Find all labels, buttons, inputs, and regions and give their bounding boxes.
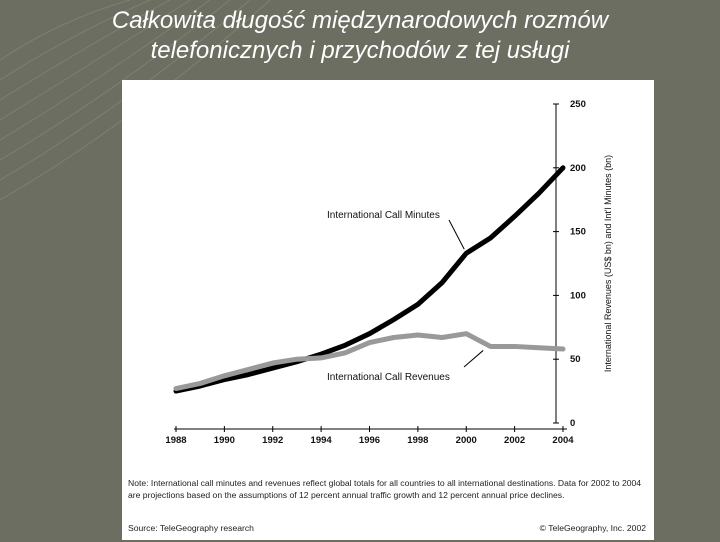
series-line-minutes <box>176 168 563 391</box>
y-axis-title: International Revenues (US$ bn) and Int'l Minutes (bn) <box>603 154 613 373</box>
x-tick-label: 1998 <box>407 435 429 446</box>
y-tick-label: 150 <box>570 226 586 238</box>
slide-title-line1: Całkowita długość międzynarodowych rozmów <box>111 7 609 34</box>
x-tick-label: 2004 <box>552 435 574 446</box>
y-tick-label: 250 <box>570 99 586 110</box>
y-tick-label: 100 <box>570 290 586 302</box>
slide-title <box>0 6 720 66</box>
x-tick-label: 2002 <box>504 435 526 446</box>
x-tick-label: 1992 <box>262 435 284 446</box>
x-tick-label: 1990 <box>213 435 235 446</box>
series-label-leader-revenues <box>464 350 483 367</box>
x-tick-label: 2000 <box>455 435 477 446</box>
line-chart <box>122 80 654 542</box>
y-tick-label: 50 <box>570 354 581 366</box>
x-tick-label: 1988 <box>165 435 187 446</box>
y-tick-label: 200 <box>570 162 586 174</box>
series-label-minutes: International Call Minutes <box>327 210 440 221</box>
x-tick-label: 1994 <box>310 435 332 446</box>
series-label-leader-minutes <box>449 220 464 249</box>
series-label-revenues: International Call Revenues <box>327 372 450 383</box>
chart-panel <box>122 80 654 540</box>
slide-title-line2: telefonicznych i przychodów z tej usługi <box>150 37 570 64</box>
x-tick-label: 1996 <box>358 435 381 446</box>
y-tick-label: 0 <box>570 418 576 429</box>
chart-note: Note: International call minutes and revenues reflect global totals for all countries to all international destinations. Data for 2002 to 2004 are projections based on the assumptions of 12 percent annual traffic growth and 12 percent annual price declines. <box>128 478 642 500</box>
chart-source: Source: TeleGeography research <box>128 523 254 533</box>
chart-copyright: © TeleGeography, Inc. 2002 <box>539 523 646 533</box>
